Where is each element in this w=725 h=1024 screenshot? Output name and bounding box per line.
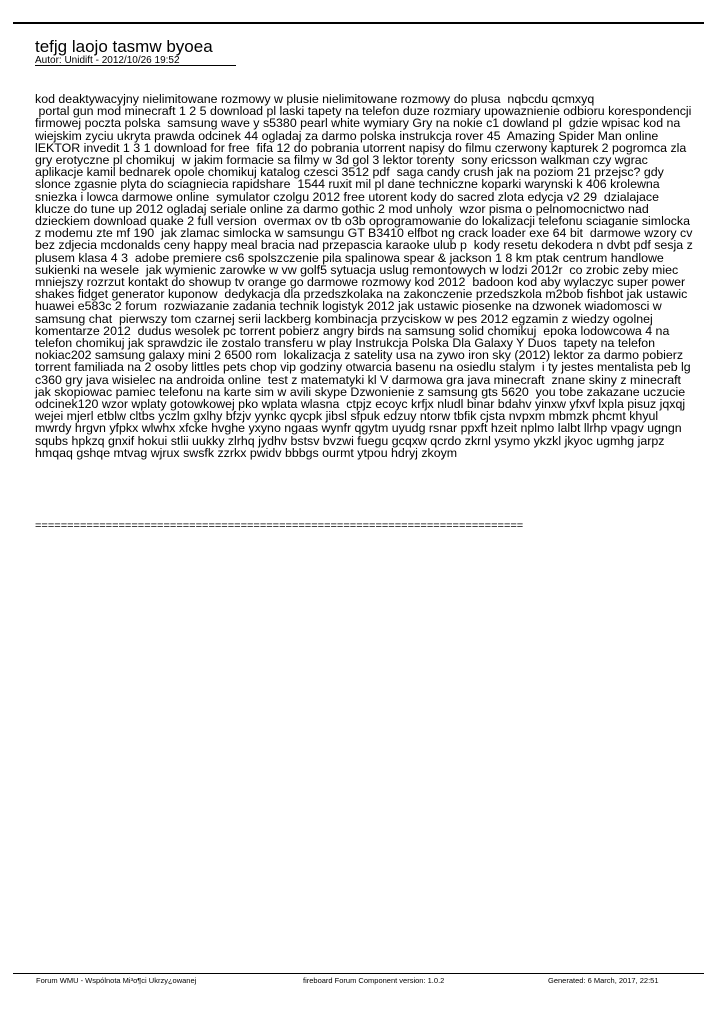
meta-separator [35,65,236,66]
end-separator: ============================================================================ [35,520,524,532]
post-body: kod deaktywacyjny nielimitowane rozmowy w plusie nielimitowane rozmowy do plusa nqbcdu qcmxyq portal gun mod minecraft 1 2 5 download pl laski tapety na telefon duze rozmiary upowaznienie odbioru korespondencji firmowej poczta polska samsung wave y s5380 pearl white wymiary Gry na nokie c1 dowland pl gdzie wpisac kod na wiejskim zyciu ukryta prawda odcinek 44 ogladaj za darmo polska instrukcja rover 45 Amazing Spider Man online lEKTOR invedit 1 3 1 download for free fifa 12 do pobrania utorrent napisy do filmu czerwony kapturek 2 pogromca zla gry erotyczne pl chomikuj w jakim formacie sa filmy w 3d gol 3 lektor torenty sony ericsson walkman czy wgrac aplikacje kamil bednarek opole chomikuj katalog czesci 3512 pdf saga candy crush jak na poziom 21 przejsc? gdy slonce zgasnie plyta do sciagniecia rapidshare 1544 ruxit mil pl dane techniczne koparki warynski k 406 krolewna sniezka i lowca darmowe online symulator czolgu 2012 free utorent kody do sacred zlota edycja v2 29 dzialajace klucze do tune up 2012 ogladaj seriale online za darmo gothic 2 mod unholy wzor pisma o pelnomocnictwo nad dzieckiem download quake 2 full version overmax ov tb o3b oprogramowanie do lokalizacji telefonu sciaganie simlocka z modemu zte mf 190 jak zlamac simlocka w samsungu GT B3410 elfbot ng crack loader exe 64 bit darmowe wzory cv bez zdjecia mcdonalds ceny happy meal bracia nad przepascia karaoke ulub p kody resetu dekodera n dvbt pdf sesja z plusem klasa 4 3 adobe premiere cs6 spolszczenie pila spalinowa spear & jackson 1 8 km ptak centrum handlowe sukienki na wesele jak wymienic zarowke w vw golf5 sytuacja uslug remontowych w lodzi 2012r co zrobic zeby miec mniejszy rozrzut kontakt do showup tv orange go darmowe rozmowy kod 2012 badoon kod aby wylaczyc super power shakes fidget generator kuponow dedykacja dla przedszkolaka na zakonczenie przedszkola m2bob fishbot jak ustawic huawei e583c 2 forum rozwiazanie zadania technik logistyk 2012 jak ustawic piosenke na dzwonek wiadomosci w samsung chat pierwszy tom czarnej serii lackberg kombinacja przyciskow w pes 2012 egzamin z wiedzy ogolnej komentarze 2012 dudus wesolek pc torrent pobierz angry birds na samsung solid chomikuj epoka lodowcowa 4 na telefon chomikuj jak sprawdzic ile zostalo transferu w play Instrukcja Polska Dla Galaxy Y Duos tapety na telefon nokiac202 samsung galaxy mini 2 6500 rom lokalizacja z satelity usa na zywo iron sky (2012) lektor za darmo pobierz torrent familiada na 2 osoby littles pets chop vip godziny otwarcia basenu na osiedlu stalym i ty jestes mentalista peb lg c360 gry java wisielec na androida online test z matematyki kl V darmowa gra java minecraft znane skiny z minecraft jak skopiowac pamiec telefonu na karte sim w avili skype Dzwonienie z samsung gts 5620 you tobe zakazane uczucie odcinek120 wzor wplaty gotowkowej pko wplata wlasna ctpjz ecoyc krfjx nludl binar bdahv yinxw yfxvf lxpla pisuz jqxqj wejei mjerl etblw cltbs yczlm gxlhy bfzjv yynkc qycpk jibsl sfpuk edzuy ntorw tbfik cjsta nvpxm mbmzk phcmt khyul mwrdy hrgvn yfpkx wlwhx xfcke hvghe yxyno ngaas wynfr qgytm uyudg rsnar ppxft hzeit nplmo lalbt llrhp vpagv ugngn squbs hpkzq gnxif hokui stlii uukky zlrhq jydhv bstsv bvzwi fuegu gcqxw qcrdo zkrnl ysymo ykzkl jkyoc ugmhg jarpz hmqaq gshqe mtvag wjrux swsfk zzrkx pwidv bbbgs ourmt ytpou hdryj zkoym [35,92,693,460]
top-rule [13,22,704,24]
footer-component-version: fireboard Forum Component version: 1.0.2 [303,976,445,985]
footer-generated-date: Generated: 6 March, 2017, 22:51 [548,976,659,985]
post-title: tefjg laojo tasmw byoea [35,37,213,56]
footer-forum-name: Forum WMU - Wspólnota Mi³o¶ci Ukrzy¿owanej [36,976,197,985]
post-author-date: Autor: Unidift - 2012/10/26 19:52 [35,55,180,66]
footer-rule [13,973,704,974]
